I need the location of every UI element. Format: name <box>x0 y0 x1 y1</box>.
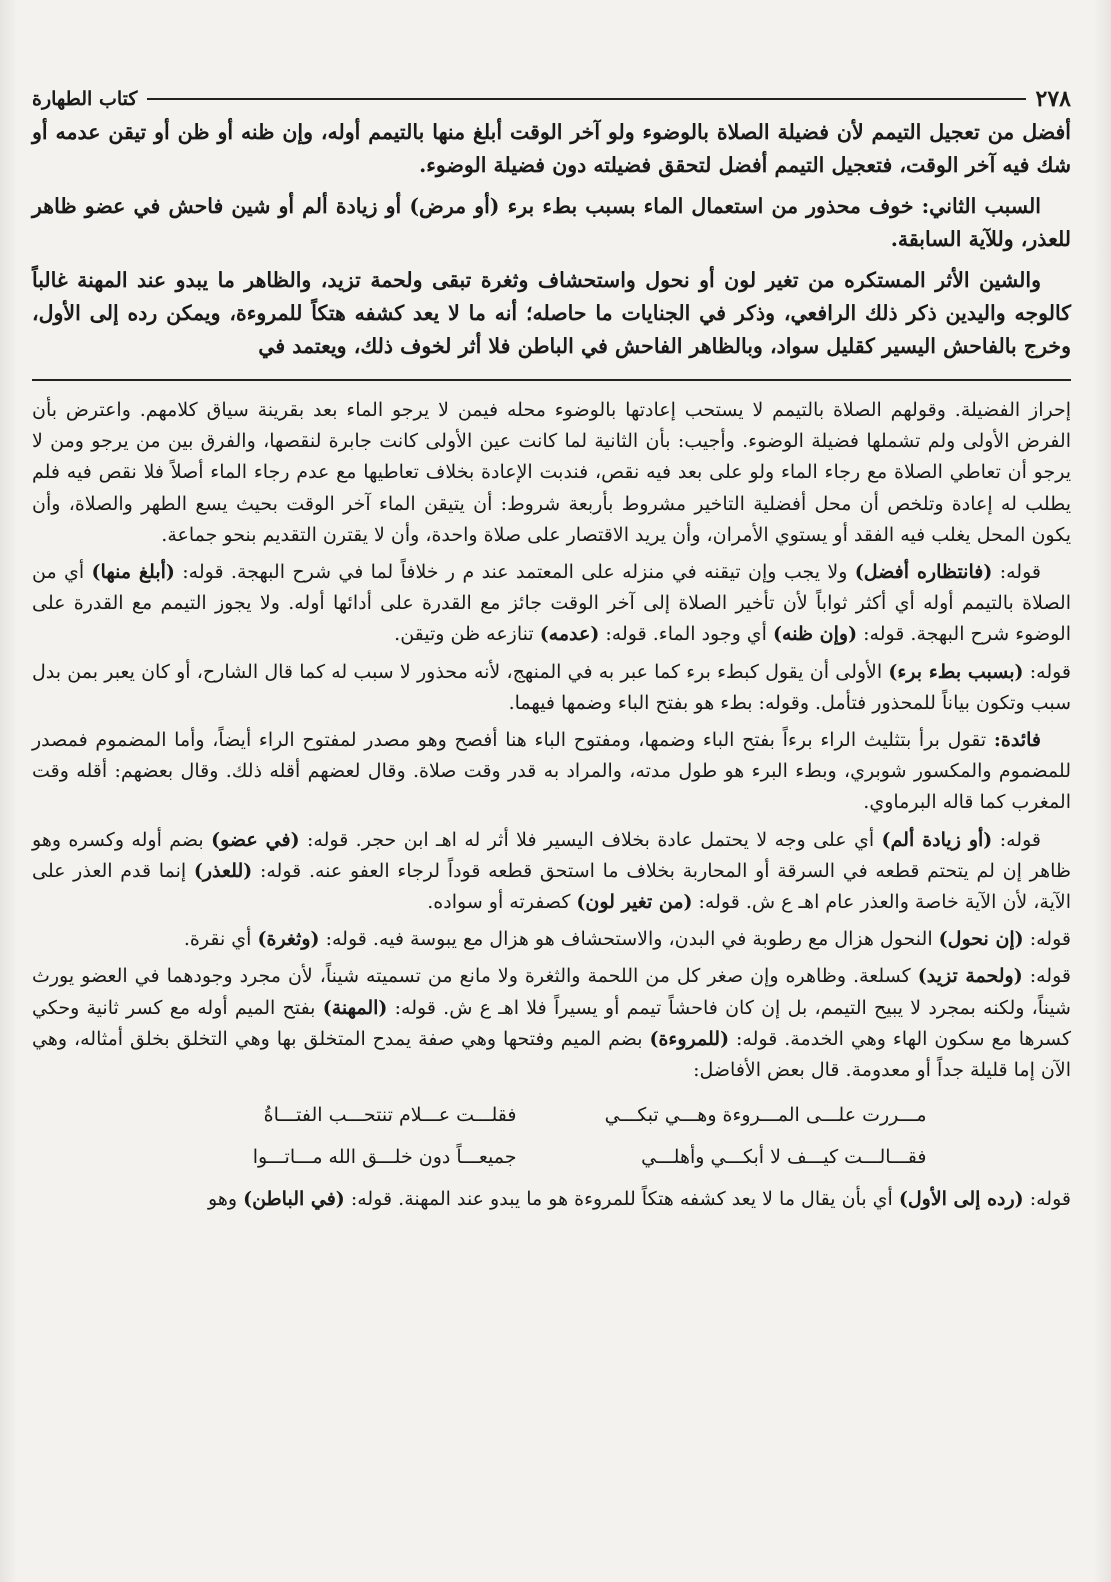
note-paragraph-2 <box>32 557 1071 651</box>
lemma: (فانتظاره أفضل) <box>854 561 993 584</box>
note-text: قوله: <box>1029 965 1071 988</box>
header-rule <box>147 98 1025 100</box>
lemma: (عدمه) <box>539 623 600 646</box>
note-paragraph-7 <box>32 961 1071 1086</box>
note-paragraph-4 <box>32 725 1071 819</box>
lemma: (أبلغ منها) <box>91 561 175 584</box>
poem <box>32 1094 1071 1178</box>
note-text: قوله: <box>1029 1188 1071 1211</box>
note-text: أي من الصلاة بالتيمم أوله أي أكثر ثواباً لأن تأخير الصلاة إلى آخر الوقت جائز مع القدرة على أدائها أوله. ولا يجوز التيمم مع القدرة على الوضوء شرح البهجة. قوله: <box>32 561 1071 646</box>
lemma: (ولحمة تزيد) <box>917 965 1023 988</box>
note-text: قوله: <box>1029 928 1071 951</box>
lemma: (في الباطن) <box>243 1188 345 1211</box>
page-number: ٢٧٨ <box>1035 86 1071 112</box>
poem-hemistich-first: مـــررت علـــى المـــروءة وهـــي تبكـــي <box>604 1104 927 1127</box>
lemma: (وإن ظنه) <box>773 623 858 646</box>
lemma: (وثغرة) <box>257 928 320 951</box>
lemma: (المهنة) <box>322 996 388 1019</box>
main-paragraph-3: والشين الأثر المستكره من تغير لون أو نحول واستحشاف وثغرة تبقى ولحمة تزيد، والظاهر ما يبدو عند المهنة غالباً كالوجه واليدين ذكر ذلك الرافعي، وذكر في الجنايات ما حاصله؛ أنه ما لا يعد كشفه هتكاً للمروءة، ويمكن رده إلى الأول، وخرج بالفاحش اليسير كقليل سواد، وبالظاهر الفاحش في الباطن فلا أثر لخوف ذلك، ويعتمد في <box>32 268 1071 358</box>
poem-verse-2 <box>32 1136 1071 1178</box>
note-text: بضم الميم وفتحها وهي صفة يمدح المتخلق بها وهي التخلق بخلق أمثاله، وهي الآن إما قليلة جداً أو معدومة. قال بعض الأفاضل: <box>32 1027 1071 1082</box>
main-paragraph-2: السبب الثاني: خوف محذور من استعمال الماء بسبب بطء برء (أو مرض) أو زيادة ألم أو شين فاحش في عضو ظاهر للعذر، وللآية السابقة. <box>32 194 1071 251</box>
main-text <box>32 116 1071 363</box>
note-text: النحول هزال مع رطوبة في البدن، والاستحشاف هو هزال مع يبوسة فيه. قوله: <box>325 928 933 951</box>
note-text: قوله: <box>1029 660 1072 683</box>
note-text: أي وجود الماء. قوله: <box>605 623 767 646</box>
poem-verse-1 <box>32 1094 1071 1136</box>
note-paragraph-6 <box>32 924 1071 955</box>
note-text: أي بأن يقال ما لا يعد كشفه هتكاً للمروءة هو ما يبدو عند المهنة. قوله: <box>350 1188 893 1211</box>
lemma: (للمروءة) <box>649 1027 730 1050</box>
running-head <box>32 82 1071 116</box>
lemma: (في عضو) <box>211 828 300 851</box>
note-text: أي على وجه لا يحتمل عادة بخلاف اليسير فلا أثر له اهـ ابن حجر. قوله: <box>307 828 875 851</box>
book-page <box>32 82 1071 1562</box>
lemma: (من تغير لون) <box>576 891 693 914</box>
footnote-separator <box>32 379 1071 381</box>
scan-shadow-right <box>1093 0 1111 1582</box>
note-text: تنازعه ظن وتيقن. <box>394 623 534 646</box>
note-text: إنما قدم العذر على الآية، لأن الآية خاصة والعذر عام اهـ ع ش. قوله: <box>32 859 1071 914</box>
main-paragraph-1: أفضل من تعجيل التيمم لأن فضيلة الصلاة بالوضوء ولو آخر الوقت أبلغ منها بالتيمم أوله، وإن ظنه أو ظن أو تيقن عدمه أو شك فيه آخر الوقت، فتعجيل التيمم أفضل لتحقق فضيلته دون فضيلة الوضوء. <box>32 120 1071 177</box>
note-text: كصفرته أو سواده. <box>427 891 571 914</box>
note-paragraph-5 <box>32 825 1071 919</box>
lemma: (إن نحول) <box>938 928 1024 951</box>
note-text: قوله: <box>999 828 1041 851</box>
lemma: (أو زيادة ألم) <box>881 828 993 851</box>
note-paragraph-1: إحراز الفضيلة. وقولهم الصلاة بالتيمم لا يستحب إعادتها بالوضوء محله فيمن لا يرجو الماء بعد بقرينة سياق كلامهم. واعترض بأن الفرض الأولى ولم تشملها فضيلة الوضوء. وأجيب: بأن الثانية لما كانت عين الأولى كانت جابرة لنقصها، والفرق بين من يرجو ومن لا يرجو أن تعاطي الصلاة مع رجاء الماء ولو على بعد فيه نقص، فندبت الإعادة بخلاف تعاطيها مع عدم رجاء الماء أصلاً فلا نقص فيه فلم يطلب له إعادة وتلخص أن محل أفضلية التاخير مشروط بأربعة شروط: أن يتيقن الماء آخر الوقت بحيث يسع الطهر والصلاة، وأن يكون المحل يغلب فيه الفقد أو يستوي الأمران، وأن يريد الاقتصار على صلاة واحدة، وأن لا يقترن التقديم بنحو جماعة. <box>32 399 1071 546</box>
note-label: فائدة: <box>993 729 1041 752</box>
note-text: وهو <box>208 1188 238 1211</box>
lemma: (بسبب بطء برء) <box>888 660 1024 683</box>
note-text: ولا يجب وإن تيقنه في منزله على المعتمد عند م ر خلافاً لما في شرح البهجة. قوله: <box>182 561 848 584</box>
poem-hemistich-first: فقـــالـــت كيـــف لا أبكـــي وأهلـــي <box>641 1146 927 1169</box>
note-paragraph-3 <box>32 657 1071 719</box>
scan-shadow-left <box>0 0 18 1582</box>
note-text: بفتح الميم أوله مع كسر ثانية وحكي كسرها مع سكون الهاء وهي الخدمة. قوله: <box>32 996 1072 1050</box>
note-text: قوله: <box>999 561 1041 584</box>
poem-hemistich-second: فقلـــت عـــلام تنتحـــب الفتـــاةُ <box>263 1104 517 1127</box>
note-paragraph-8 <box>32 1184 1071 1215</box>
commentary <box>32 395 1071 1215</box>
lemma: (رده إلى الأول) <box>898 1188 1024 1211</box>
note-text: تقول برأ بتثليث الراء برءاً بفتح الباء وضمها، ومفتوح الباء هنا أفصح وهو مصدر لمفتوح الراء أيضاً، وأما المضموم فمصدر للمضموم والمكسور شوبري، وبطء البرء هو طول مدته، والمراد به قدر وقت صلاة. وقال لعضهم أقله ذلك. وقال بعضهم: أقله وقت المغرب كما قاله البرماوي. <box>32 729 1071 814</box>
note-text: أي نقرة. <box>183 928 252 951</box>
book-title: كتاب الطهارة <box>32 88 138 110</box>
poem-hemistich-second: جميعـــاً دون خلـــق الله مـــاتـــوا <box>252 1146 517 1169</box>
note-text: كسلعة. وظاهره وإن صغر كل من اللحمة والثغرة ولا مانع من تسميته شيناً، لأن مجرد وجودهما في العضو يورث شيناً، ولكنه بمجرد لا يبيح التيمم، بل إن كان فاحشاً تيمم أو يسيراً فلا اهـ ع ش. قوله: <box>32 965 1071 1019</box>
note-text: الأولى أن يقول كبطء برء كما عبر به في المنهج، لأنه محذور لا سبب له كما قال الشارح، أو كان يعبر بمن بدل سبب وتكون بياناً للمحذور فتأمل. وقوله: بطء هو بفتح الباء وضمها فيهما. <box>32 660 1071 714</box>
lemma: (للعذر) <box>193 859 253 882</box>
note-text: بضم أوله وكسره وهو ظاهر إن لم يتحتم قطعه في السرقة أو المحاربة بخلاف ما استحق قطعه قوداً لرجاء العفو عنه. قوله: <box>32 828 1072 882</box>
